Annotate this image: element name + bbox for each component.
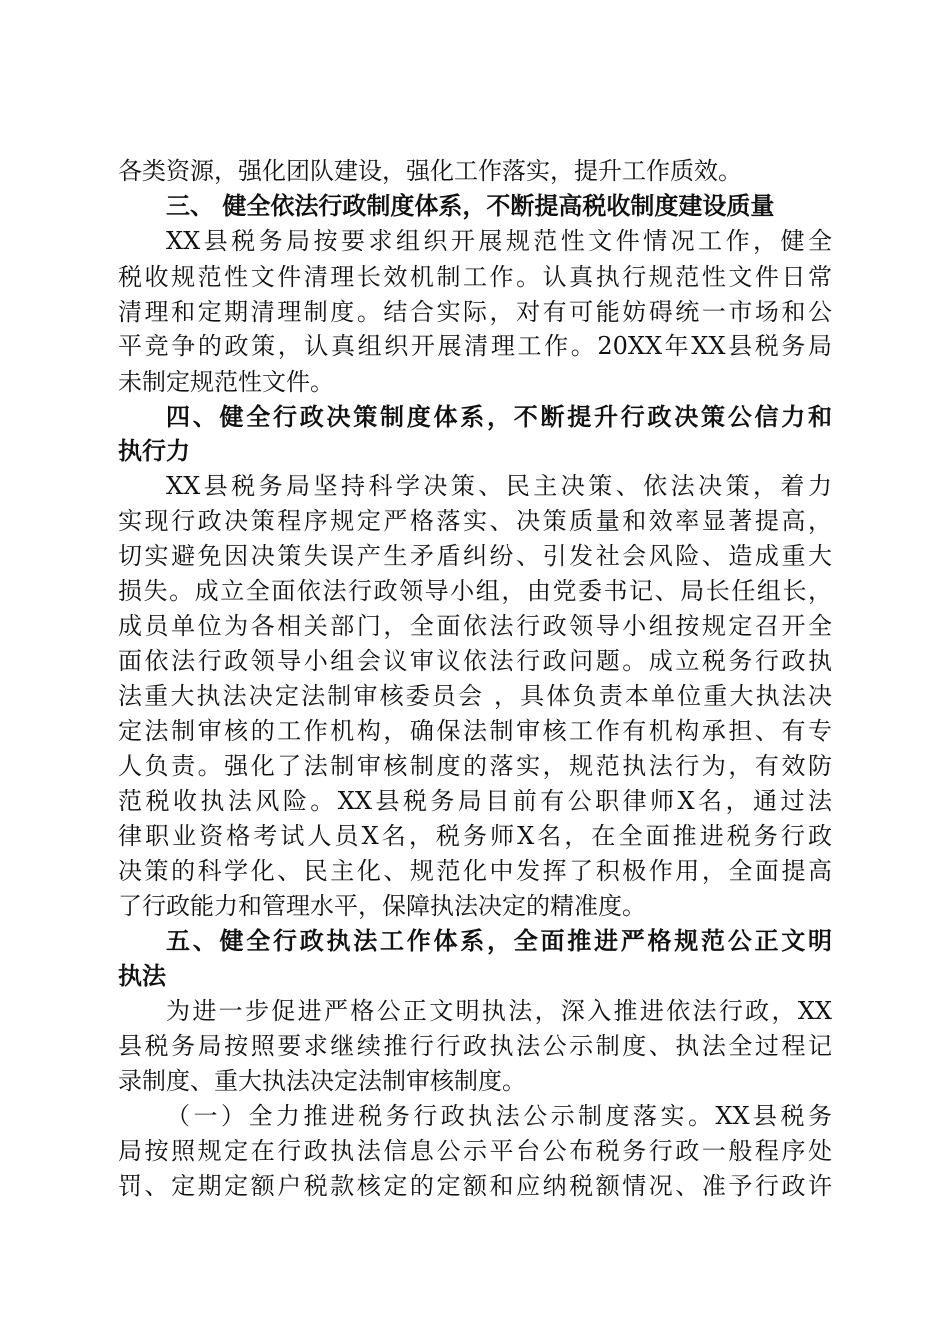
text-line-14: 成员单位为各相关部门，全面依法行政领导小组按规定召开全	[118, 612, 832, 640]
section-heading-5: 五、健全行政执法工作体系，全面推进严格规范公正文明	[166, 927, 832, 955]
text-line-20: 律职业资格考试人员X名，税务师X名，在全面推进税务行政	[118, 822, 832, 850]
text-line-26: 县税务局按照要求继续推行行政执法公示制度、执法全过程记	[118, 1032, 832, 1060]
text-line-03: XX县税务局按要求组织开展规范性文件情况工作，健全	[166, 227, 832, 255]
text-line-29: 局按照规定在行政执法信息公示平台公布税务行政一般程序处	[118, 1137, 832, 1165]
text-line-13: 损失。成立全面依法行政领导小组，由党委书记、局长任组长，	[118, 577, 832, 605]
text-line-30: 罚、定期定额户税款核定的定额和应纳税额情况、准予行政许	[118, 1172, 832, 1200]
text-line-15: 面依法行政领导小组会议审议依法行政问题。成立税务行政执	[118, 647, 832, 675]
section-heading-3: 三、 健全依法行政制度体系，不断提高税收制度建设质量	[166, 192, 775, 220]
text-line-21: 决策的科学化、民主化、规范化中发挥了积极作用，全面提高	[118, 857, 832, 885]
section-heading-4: 四、健全行政决策制度体系，不断提升行政决策公信力和	[166, 403, 832, 431]
text-line-12: 切实避免因决策失误产生矛盾纠纷、引发社会风险、造成重大	[118, 542, 832, 570]
section-heading-4-cont: 执行力	[118, 437, 190, 465]
text-line-27: 录制度、重大执法决定法制审核制度。	[118, 1067, 526, 1095]
text-line-01: 各类资源，强化团队建设，强化工作落实，提升工作质效。	[118, 157, 742, 185]
text-line-06: 平竞争的政策，认真组织开展清理工作。20XX年XX县税务局	[118, 332, 832, 360]
text-line-16: 法重大执法决定法制审核委员会 ，具体负责本单位重大执法决	[118, 682, 832, 710]
text-line-04: 税收规范性文件清理长效机制工作。认真执行规范性文件日常	[118, 263, 832, 291]
text-line-10: XX县税务局坚持科学决策、民主决策、依法决策，着力	[166, 472, 832, 500]
subsection-line-1: （一）全力推进税务行政执法公示制度落实。XX县税务	[166, 1102, 832, 1130]
text-line-19: 范税收执法风险。XX县税务局目前有公职律师X名，通过法	[118, 787, 832, 815]
text-line-18: 人负责。强化了法制审核制度的落实，规范执法行为，有效防	[118, 752, 832, 780]
section-heading-5-cont: 执法	[118, 962, 166, 990]
text-line-25: 为进一步促进严格公正文明执法，深入推进依法行政，XX	[166, 997, 832, 1025]
text-line-11: 实现行政决策程序规定严格落实、决策质量和效率显著提高，	[118, 507, 832, 535]
text-line-22: 了行政能力和管理水平，保障执法决定的精准度。	[118, 892, 646, 920]
text-line-07: 未制定规范性文件。	[118, 368, 334, 396]
text-line-05: 清理和定期清理制度。结合实际，对有可能妨碍统一市场和公	[118, 298, 832, 326]
text-line-17: 定法制审核的工作机构，确保法制审核工作有机构承担、有专	[118, 717, 832, 745]
